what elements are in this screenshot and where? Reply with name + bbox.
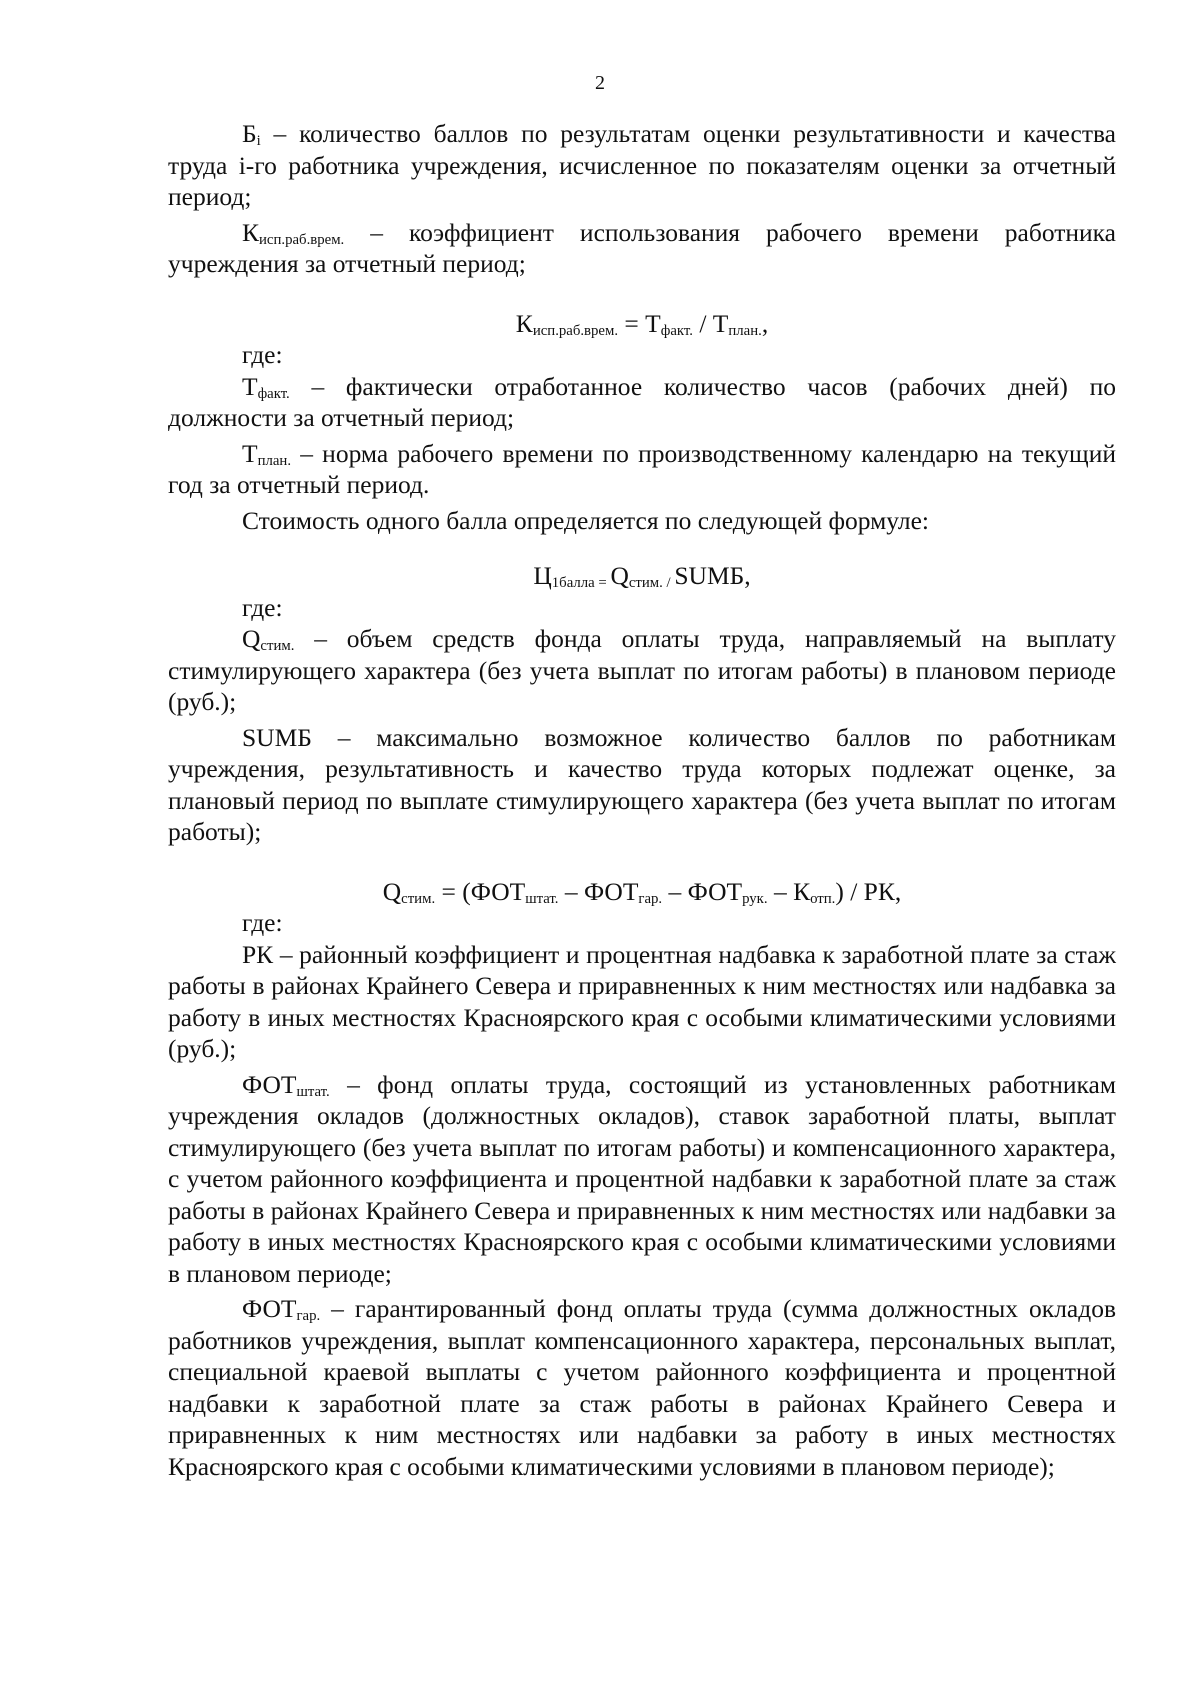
formula-q-stim: $Q_{стим.} = (ФОТ_{штат.} - ФОТ_{гар.} - ФОТ_{рук.} - К_{отп.})$ / РК, (382, 876, 902, 907)
definition-fot-gar: $ФОТ_{гар.}$ – гарантированный фонд оплаты труда (сумма должностных окладов работников учреждения, выплат компенсационного характера, персональных выплат, специальной краевой выплаты с учетом районного коэффициента и процентной надбавки к заработной плате за стаж работы в районах Крайнего Севера и приравненных к ним местностях или надбавки за работу в иных местностях Красноярского края с особыми климатическими условиями в плановом периоде); (168, 1294, 1116, 1481)
formula-k-isp: $К_{исп.раб.врем.} = Т_{факт.} / Т_{план.}$, (515, 308, 769, 339)
page-number: 2 (595, 72, 605, 94)
definition-sumb: SUMБ – максимально возможное количество баллов по работникам учреждения, результативность и качество труда которых подлежат оценке, за плановый период по выплате стимулирующего характера (без учета выплат по итогам работы); (168, 722, 1116, 846)
where-label: где: (242, 908, 283, 937)
document-body (168, 118, 1116, 1486)
definition-b-i: $Б_i$ – количество баллов по результатам оценки результативности и качества труда i-го работника учреждения, исчисленное по показателям оценки за отчетный период; (168, 119, 1116, 211)
definition-rk: РК – районный коэффициент и процентная надбавка к заработной плате за стаж работы в районах Крайнего Севера и приравненных к ним местностях или надбавка за работу в иных местностях Красноярского края с особыми климатическими условиями (руб.); (168, 939, 1116, 1063)
where-label: где: (242, 340, 283, 369)
formula-point-cost: $Ц_{1балла =}$ $Q_{стим. /}$ SUMБ, (533, 561, 751, 591)
definition-q-stim: $Q_{стим.}$ – объем средств фонда оплаты труда, направляемый на выплату стимулирующего характера (без учета выплат по итогам работы) в плановом периоде (руб.); (168, 624, 1116, 716)
definition-fot-shtat: $ФОТ_{штат.}$ – фонд оплаты труда, состоящий из установленных работникам учреждения окладов (должностных окладов), ставок заработной платы, выплат стимулирующего (без учета выплат по итогам работы) и компенсационного характера, с учетом районного коэффициента и процентной надбавки к заработной плате за стаж работы в районах Крайнего Севера и приравненных к ним местностях или надбавки за работу в иных местностях Красноярского края с особыми климатическими условиями в плановом периоде; (168, 1069, 1116, 1288)
cost-intro: Стоимость одного балла определяется по следующей формуле: (242, 505, 930, 535)
definition-t-fakt: $Т_{факт.}$ – фактически отработанное количество часов (рабочих дней) по должности за отчетный период; (168, 371, 1116, 432)
definition-k-isp: $К_{исп.раб.врем.}$ – коэффициент использования рабочего времени работника учреждения за отчетный период; (168, 217, 1116, 278)
where-label: где: (242, 592, 283, 622)
definition-t-plan: $Т_{план.}$ – норма рабочего времени по производственному календарю на текущий год за отчетный период. (168, 438, 1116, 499)
